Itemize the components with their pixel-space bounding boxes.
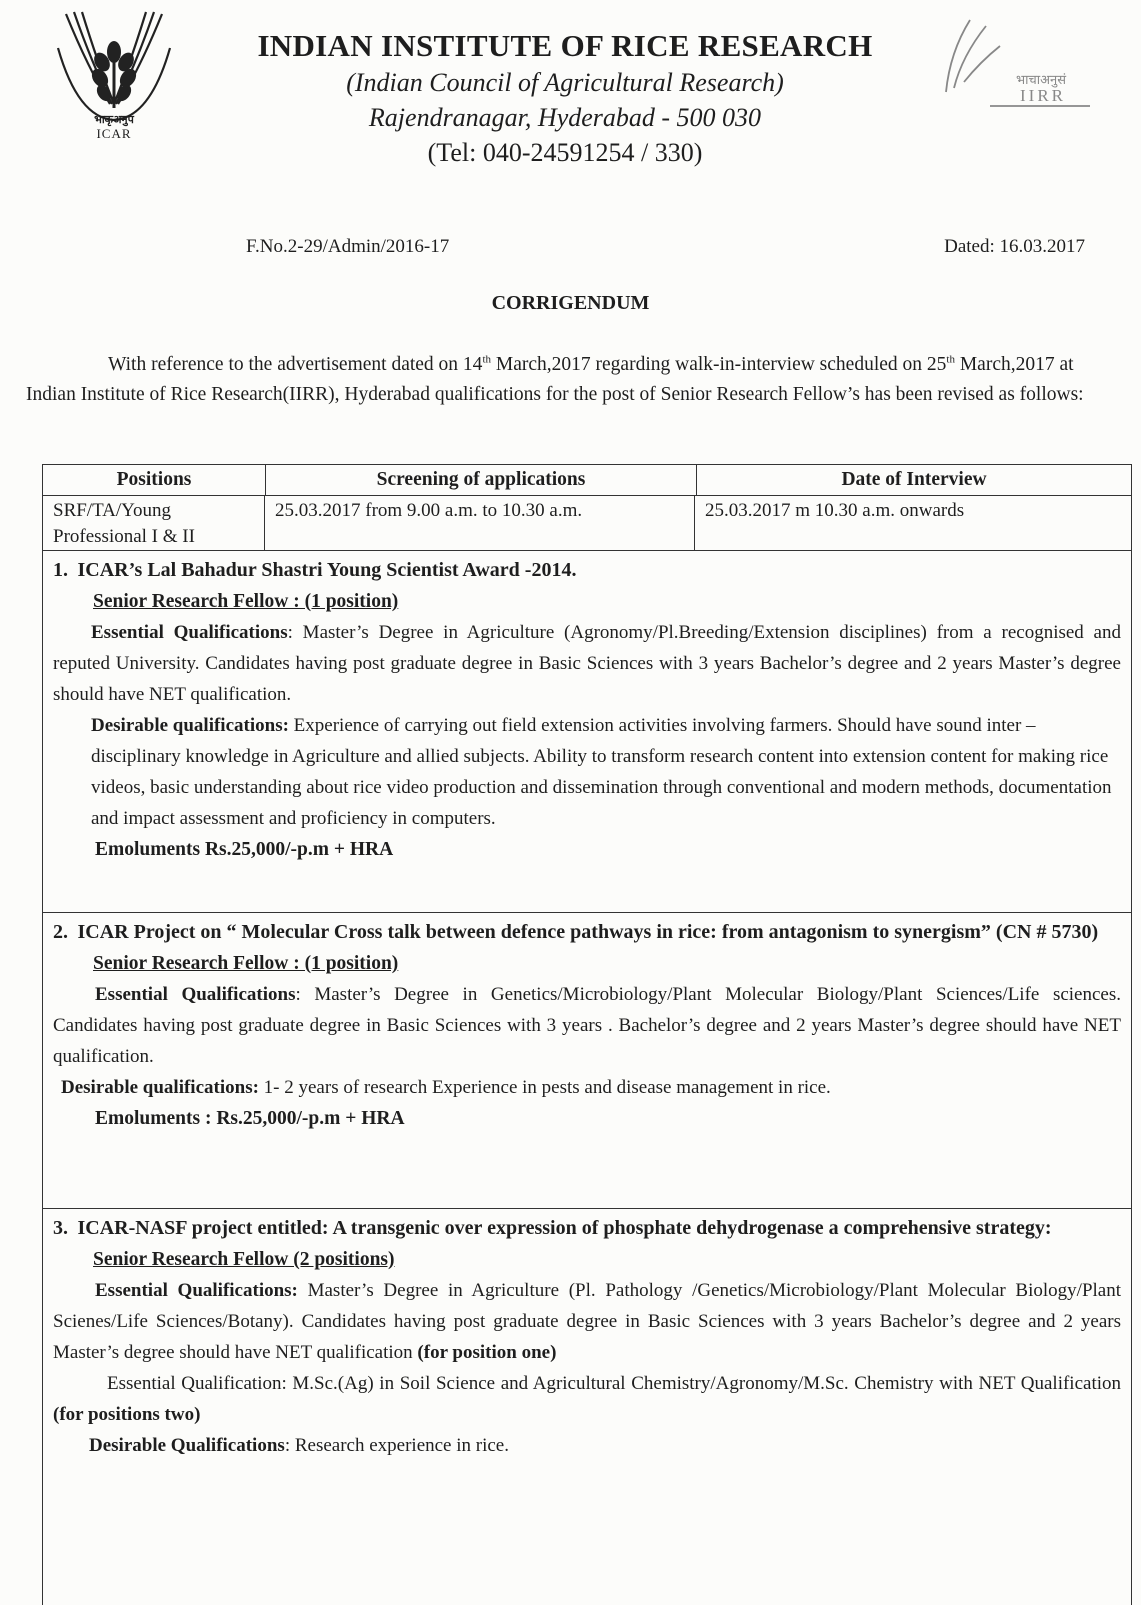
section-3-essential: Essential Qualifications: Master’s Degree in Agriculture (Pl. Pathology /Genetics/Microbiology/Plant Molecular Biology/Plant Scienes/Life Sciences/Botany). Candidates having post graduate degree in Basic Sciences with 3 years Bachelor’s degree and 2 years Master’s degree should have NET qualification (for position one) <box>53 1280 1121 1363</box>
icar-logo-hindi: भाकृअनुप <box>94 113 134 126</box>
iirr-logo-hindi: भाचाअनुसं <box>1016 73 1067 88</box>
section-2-desirable: Desirable qualifications: 1- 2 years of research Experience in pests and disease management in rice. <box>61 1077 831 1098</box>
section-2-heading: 2. ICAR Project on “ Molecular Cross talk between defence pathways in rice: from antagonism to synergism” (CN # 5730) <box>53 921 1099 943</box>
column-header: Positions <box>43 465 266 495</box>
section-1-essential: Essential Qualifications: Master’s Degree in Agriculture (Agronomy/Pl.Breeding/Extension disciplines) from a recognised and reputed University. Candidates having post graduate degree in Basic Sciences with 3 years Bachelor’s degree and 2 years Master’s degree should have NET qualification. <box>53 622 1121 705</box>
section-2-post: Senior Research Fellow : (1 position) <box>93 953 399 974</box>
section-1-post: Senior Research Fellow : (1 position) <box>93 591 399 612</box>
institute-subtitle: (Indian Council of Agricultural Research) <box>346 68 784 97</box>
institute-title: INDIAN INSTITUTE OF RICE RESEARCH <box>257 28 873 63</box>
table-cell: 25.03.2017 from 9.00 a.m. to 10.30 a.m. <box>265 496 695 550</box>
section-3-desirable: Desirable Qualifications: Research experience in rice. <box>89 1435 509 1456</box>
institute-address: Rajendranagar, Hyderabad - 500 030 <box>368 103 762 132</box>
section-1 <box>43 551 1131 913</box>
iirr-logo-label: IIRR <box>1020 86 1066 105</box>
section-2-essential: Essential Qualifications: Master’s Degree in Genetics/Microbiology/Plant Molecular Biology/Plant Sciences/Life sciences. Candidates having post graduate degree in Basic Sciences with 3 years . Bachelor’s degree and 2 years Master’s degree should have NET qualification. <box>53 984 1122 1067</box>
page-title: CORRIGENDUM <box>491 292 650 314</box>
section-2 <box>43 913 1131 1209</box>
institute-telephone: (Tel: 040-24591254 / 330) <box>427 138 703 167</box>
section-3-heading: 3. ICAR-NASF project entitled: A transgenic over expression of phosphate dehydrogenase a comprehensive strategy: <box>53 1217 1052 1239</box>
positions-table <box>42 464 1132 1605</box>
icar-logo-label: ICAR <box>96 126 132 141</box>
column-header: Screening of applications <box>266 465 697 495</box>
icar-logo <box>48 8 180 140</box>
table-cell: SRF/TA/Young Professional I & II <box>43 496 265 550</box>
table-header-row <box>43 465 1131 496</box>
section-3-post: Senior Research Fellow (2 positions) <box>93 1249 395 1270</box>
table-row <box>43 496 1131 551</box>
column-header: Date of Interview <box>841 469 987 490</box>
section-3 <box>43 1209 1131 1605</box>
section-1-emoluments: Emoluments Rs.25,000/-p.m + HRA <box>95 839 394 860</box>
intro-paragraph: With reference to the advertisement dated on 14th March,2017 regarding walk-in-interview scheduled on 25th March,2017 at Indian Institute of Rice Research(IIRR), Hyderabad qualifications for the post of Senior Research Fellow’s has been revised as follows: <box>26 353 1084 405</box>
section-2-emoluments: Emoluments : Rs.25,000/-p.m + HRA <box>95 1108 405 1129</box>
section-1-desirable: Desirable qualifications: Experience of carrying out field extension activities involving farmers. Should have sound inter – disciplinary knowledge in Agriculture and allied subjects. Ability to transform research content into extension content for making rice videos, basic understanding about rice video production and dissemination through conventional and modern methods, documentation and impact assessment and proficiency in computers. <box>91 715 1112 829</box>
table-cell: 25.03.2017 m 10.30 a.m. onwards <box>705 500 965 521</box>
file-number: F.No.2-29/Admin/2016-17 <box>246 236 450 257</box>
section-3-essential-two: Essential Qualification: M.Sc.(Ag) in Soil Science and Agricultural Chemistry/Agronomy/M.Sc. Chemistry with NET Qualification (for positions two) <box>53 1373 1121 1425</box>
section-1-heading: 1. ICAR’s Lal Bahadur Shastri Young Scientist Award -2014. <box>53 559 577 581</box>
date-line: Dated: 16.03.2017 <box>944 236 1085 257</box>
iirr-logo <box>940 12 1100 122</box>
